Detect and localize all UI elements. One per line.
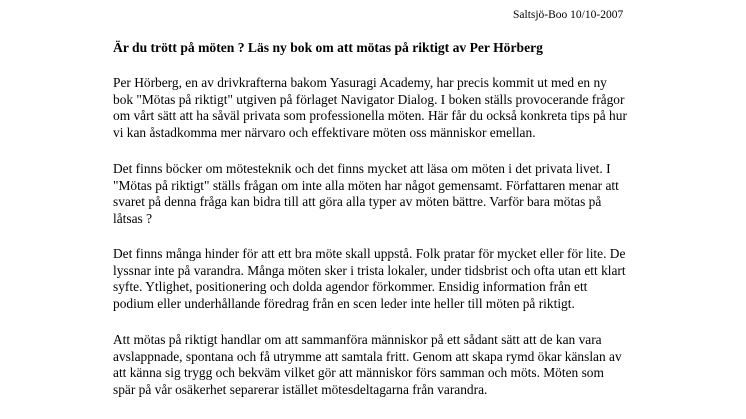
paragraph-line: Det finns många hinder för att ett bra möte skall uppstå. Folk pratar för mycket eller för lite. De [113, 246, 626, 261]
paragraph-books [113, 161, 619, 227]
paragraph-line: lyssnar inte på varandra. Många möten sker i trista lokaler, under tidsbrist och ofta utan ett klart [113, 262, 626, 278]
paragraph-line: låtsas ? [113, 210, 153, 226]
paragraph-line: Per Hörberg, en av drivkrafterna bakom Yasuragi Academy, har precis kommit ut med en ny [113, 75, 607, 90]
paragraph-line: spär på vår osäkerhet separerar istället mötesdeltagarna från varandra. [113, 381, 488, 397]
paragraph-line: att känna sig trygg och bekväm vilket gör att människor förs samman och möts. Möten som [113, 365, 604, 381]
paragraph-line: svaret på denna fråga kan bidra till att göra alla typer av möten bättre. Varför bara mötas på [113, 194, 602, 210]
paragraph-line: "Mötas på riktigt" ställs frågan om inte alla möten har något gemensamt. Författaren menar att [113, 177, 619, 193]
paragraph-line: Att mötas på riktigt handlar om att sammanföra människor på ett sådant sätt att de kan vara [113, 332, 602, 347]
paragraph-intro [113, 75, 627, 141]
paragraph-line: om vårt sätt att ha såväl privata som professionella möten. Här får du också konkreta tips på hur [113, 108, 627, 124]
dateline: Saltsjö-Boo 10/10-2007 [513, 9, 624, 21]
paragraph-obstacles [113, 246, 626, 312]
paragraph-line: podium eller underhållande föredrag från en scen leder inte heller till möten på riktigt. [113, 295, 575, 311]
paragraph-line: bok "Mötas på riktigt" utgiven på förlaget Navigator Dialog. I boken ställs provocerande frågor [113, 91, 625, 107]
paragraph-meeting-for-real [113, 332, 622, 398]
paragraph-line: syfte. Ytlighet, positionering och dolda agendor förkommer. Ensidig information från ett [113, 279, 588, 295]
paragraph-line: Det finns böcker om mötesteknik och det finns mycket att läsa om möten i det privata livet. I [113, 161, 611, 176]
paragraph-line: vi kan åstadkomma mer närvaro och effektivare möten oss människor emellan. [113, 124, 536, 140]
article-title: Är du trött på möten ? Läs ny bok om att mötas på riktigt av Per Hörberg [113, 40, 543, 55]
paragraph-line: avslappnade, spontana och få utrymme att samtala fritt. Genom att skapa rymd ökar känslan av [113, 348, 622, 364]
